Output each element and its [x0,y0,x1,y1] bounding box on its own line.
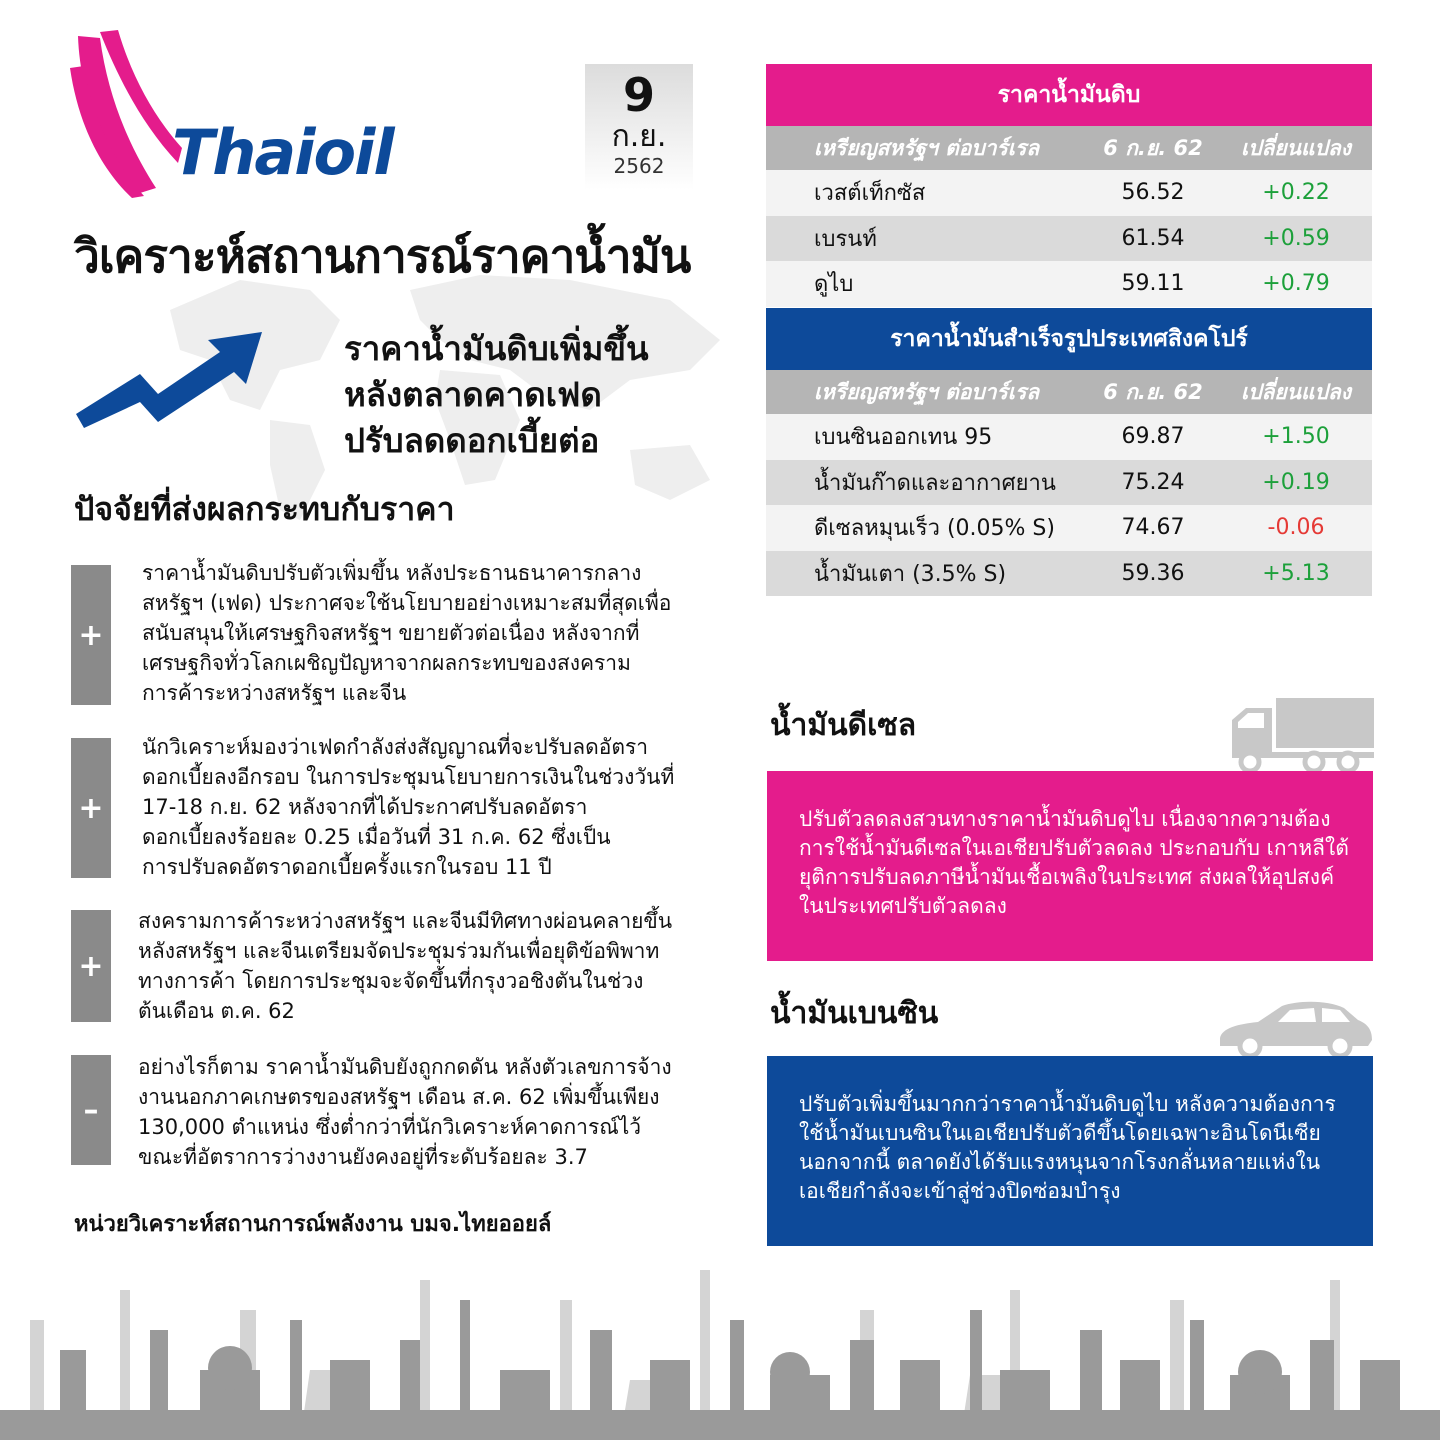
factor-text [138,906,672,1026]
factor-line: ดอกเบี้ยลงอีกรอบ ในการประชุมนโยบายการเงินในช่วงวันที่ [142,765,675,789]
headline [344,326,649,464]
source-note: หน่วยวิเคราะห์สถานการณ์พลังงาน บมจ.ไทยออยล์ [74,1212,552,1237]
factor-line: สงครามการค้าระหว่างสหรัฐฯ และจีนมีทิศทางผ่อนคลายขึ้น [138,909,673,933]
row-name: ดีเซลหมุนเร็ว (0.05% S) [814,516,1055,542]
row-change: +0.19 [1262,469,1330,495]
row-name: เบนซินออกเทน 95 [814,425,993,451]
date-day: 9 [622,68,655,122]
row-change: +5.13 [1262,560,1330,586]
header-change: เปลี่ยนแปลง [1240,135,1352,160]
factor-line: การปรับลดอัตราดอกเบี้ยครั้งแรกในรอบ 11 ปี [142,855,552,879]
factor-line: 17-18 ก.ย. 62 หลังจากที่ได้ประกาศปรับลดอัตรา [142,795,588,819]
factor-line: ขณะที่อัตราการว่างงานยังคงอยู่ที่ระดับร้อยละ 3.7 [138,1145,588,1169]
factor-text [142,558,671,708]
factors-title: ปัจจัยที่ส่งผลกระทบกับราคา [74,490,455,528]
row-change: +1.50 [1262,424,1330,450]
factor-line: ทางการค้า โดยการประชุมจะจัดขึ้นที่กรุงวอชิงตันในช่วง [138,969,644,993]
table-row [766,216,1372,262]
header-unit: เหรียญสหรัฐฯ ต่อบาร์เรล [814,135,1040,160]
factor-sign-minus: – [71,1055,111,1165]
trend-up-arrow-icon [70,322,270,432]
gasoline-line: เอเชียกำลังจะเข้าสู่ช่วงปิดซ่อมบำรุง [799,1179,1121,1203]
crude-table-header [766,126,1372,170]
row-price: 69.87 [1121,424,1185,450]
table-row [766,505,1372,551]
logo-wordmark: Thaioil [172,116,393,189]
refinery-skyline-background [0,1260,1440,1440]
row-price: 75.24 [1121,469,1185,495]
row-price: 59.11 [1121,271,1185,297]
car-icon [1218,998,1374,1058]
row-name: เวสต์เท็กซัส [814,181,926,207]
row-change: +0.59 [1262,225,1330,251]
factor-sign-plus: + [71,565,111,705]
factor-line: 130,000 ตำแหน่ง ซึ่งต่ำกว่าที่นักวิเคราะห์คาดการณ์ไว้ [138,1115,642,1139]
factor-line: การค้าระหว่างสหรัฐฯ และจีน [142,681,407,705]
product-price-table [766,308,1372,596]
row-change: +0.22 [1262,180,1330,206]
gasoline-box [767,1056,1373,1246]
factor-line: หลังสหรัฐฯ และจีนเตรียมจัดประชุมร่วมกันเพื่อยุติข้อพิพาท [138,939,660,963]
row-name: ดูไบ [814,272,854,298]
header-unit: เหรียญสหรัฐฯ ต่อบาร์เรล [814,379,1040,404]
header-change: เปลี่ยนแปลง [1240,379,1352,404]
headline-line: ราคาน้ำมันดิบเพิ่มขึ้น [344,329,649,368]
row-price: 59.36 [1121,560,1185,586]
crude-table-title: ราคาน้ำมันดิบ [766,64,1372,126]
diesel-title: น้ำมันดีเซล [770,708,917,743]
thaioil-logo [60,28,440,203]
diesel-box [767,771,1373,961]
factor-line: ดอกเบี้ยลงร้อยละ 0.25 เมื่อวันที่ 31 ก.ค. 62 ซึ่งเป็น [142,825,611,849]
factor-line: สนับสนุนให้เศรษฐกิจสหรัฐฯ ขยายตัวต่อเนื่อง หลังจากที่ [142,621,640,645]
gasoline-line: ปรับตัวเพิ่มขึ้นมากกว่าราคาน้ำมันดิบดูไบ หลังความต้องการ [799,1092,1336,1116]
table-row [766,460,1372,506]
row-name: น้ำมันก๊าดและอากาศยาน [814,470,1056,496]
date-year: 2562 [613,154,665,178]
gasoline-line: ใช้น้ำมันเบนซินในเอเชียปรับตัวดีขึ้นโดยเฉพาะอินโดนีเซีย [799,1121,1321,1145]
diesel-line: ในประเทศปรับตัวลดลง [799,894,1007,918]
date-month: ก.ย. [611,119,667,154]
row-name: น้ำมันเตา (3.5% S) [814,561,1007,587]
factor-line: ราคาน้ำมันดิบปรับตัวเพิ่มขึ้น หลังประธานธนาคารกลาง [142,561,642,585]
page-title: วิเคราะห์สถานการณ์ราคาน้ำมัน [74,229,691,283]
product-table-header [766,370,1372,414]
table-row [766,261,1372,307]
diesel-line: ปรับตัวลดลงสวนทางราคาน้ำมันดิบดูไบ เนื่องจากความต้อง [799,807,1331,831]
factor-line: อย่างไรก็ตาม ราคาน้ำมันดิบยังถูกกดดัน หลังตัวเลขการจ้าง [138,1055,672,1079]
factor-line: ต้นเดือน ต.ค. 62 [138,999,295,1023]
factor-sign-plus: + [71,910,111,1022]
row-change: -0.06 [1267,515,1325,541]
diesel-line: ยุติการปรับลดภาษีน้ำมันเชื้อเพลิงในประเทศ ส่งผลให้อุปสงค์ [799,865,1335,889]
factor-line: นักวิเคราะห์มองว่าเฟดกำลังส่งสัญญาณที่จะปรับลดอัตรา [142,735,649,759]
table-row [766,170,1372,216]
factor-sign-plus: + [71,738,111,878]
factor-line: งานนอกภาคเกษตรของสหรัฐฯ เดือน ส.ค. 62 เพิ่มขึ้นเพียง [138,1085,660,1109]
truck-icon [1228,698,1374,772]
product-table-title: ราคาน้ำมันสำเร็จรูปประเทศสิงคโปร์ [766,308,1372,370]
gasoline-title: น้ำมันเบนซิน [770,996,939,1031]
crude-price-table [766,64,1372,307]
row-price: 74.67 [1121,515,1185,541]
table-row [766,551,1372,597]
factor-line: เศรษฐกิจทั่วโลกเผชิญปัญหาจากผลกระทบของสงคราม [142,651,631,675]
headline-line: หลังตลาดคาดเฟด [344,375,602,414]
header-date: 6 ก.ย. 62 [1103,135,1203,160]
headline-line: ปรับลดดอกเบี้ยต่อ [344,421,600,460]
factor-line: สหรัฐฯ (เฟด) ประกาศจะใช้นโยบายอย่างเหมาะสมที่สุดเพื่อ [142,591,672,615]
table-row [766,414,1372,460]
diesel-line: การใช้น้ำมันดีเซลในเอเชียปรับตัวลดลง ประกอบกับ เกาหลีใต้ [799,836,1349,860]
row-price: 56.52 [1121,180,1185,206]
date-box [585,64,693,190]
factor-text [142,732,674,882]
thaioil-wing-icon [60,28,190,203]
row-change: +0.79 [1262,271,1330,297]
factor-text [138,1052,672,1172]
row-price: 61.54 [1121,225,1185,251]
header-date: 6 ก.ย. 62 [1103,379,1203,404]
gasoline-line: นอกจากนี้ ตลาดยังได้รับแรงหนุนจากโรงกลั่นหลายแห่งใน [799,1150,1321,1174]
row-name: เบรนท์ [814,226,877,252]
